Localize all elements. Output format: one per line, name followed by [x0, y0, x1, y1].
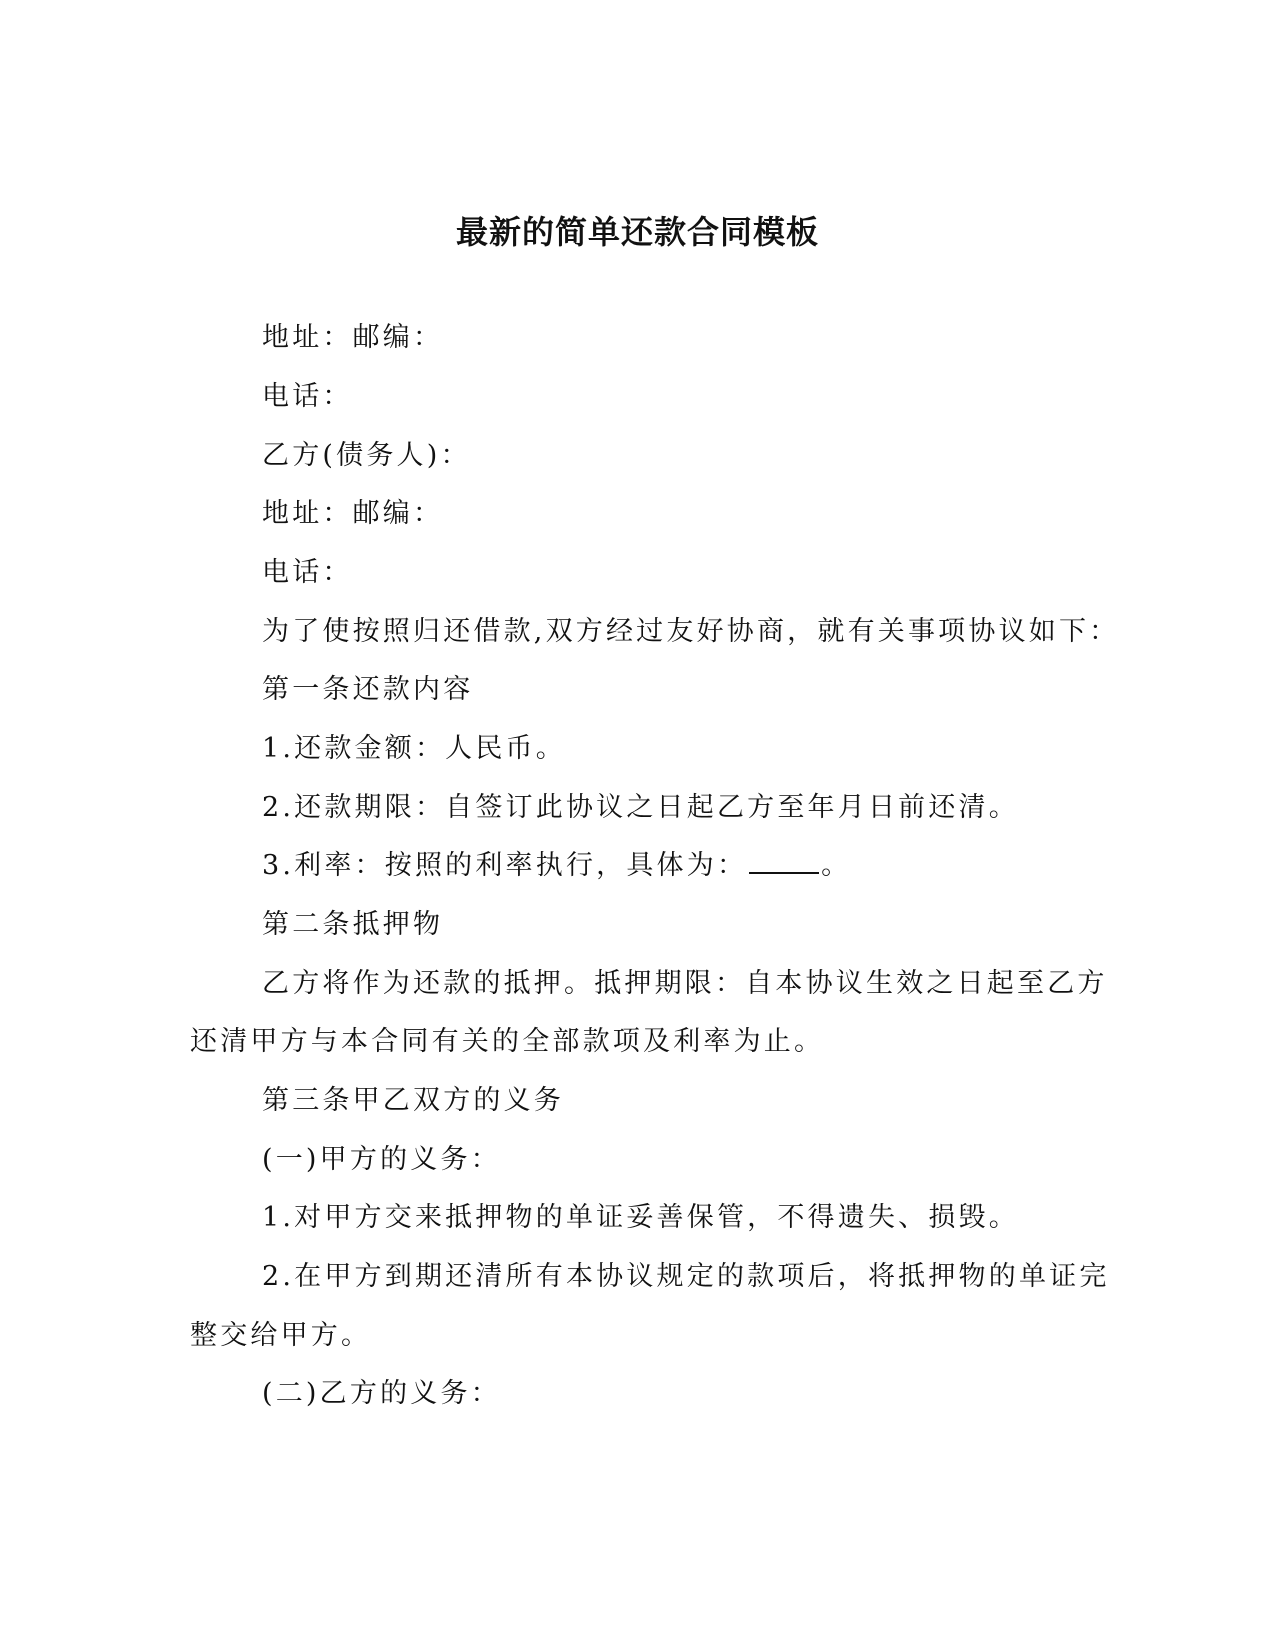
document-title: 最新的简单还款合同模板	[455, 213, 819, 251]
repayment-term-clause: 2.还款期限：自签订此协议之日起乙方至年月日前还清。	[262, 792, 1019, 823]
party-a-address-line: 地址：邮编：	[262, 322, 444, 353]
interest-rate-clause	[262, 846, 851, 886]
collateral-paragraph-line-1: 乙方将作为还款的抵押。抵押期限：自本协议生效之日起至乙方	[262, 968, 1108, 999]
obligation-a1-clause: 1.对甲方交来抵押物的单证妥善保管，不得遗失、损毁。	[262, 1202, 1019, 1233]
collateral-paragraph-line-2: 还清甲方与本合同有关的全部款项及利率为止。	[190, 1026, 825, 1057]
interest-rate-blank	[749, 846, 819, 874]
party-b-line: 乙方(债务人)：	[262, 440, 471, 471]
party-b-address-line: 地址：邮编：	[262, 498, 444, 529]
interest-rate-text: 3.利率：按照的利率执行，具体为：	[262, 850, 748, 881]
repayment-amount-clause: 1.还款金额：人民币。	[262, 733, 566, 764]
preamble-paragraph: 为了使按照归还借款,双方经过友好协商，就有关事项协议如下：	[262, 616, 1120, 647]
interest-rate-end: 。	[821, 850, 852, 881]
article-one-heading: 第一条还款内容	[262, 674, 474, 705]
party-b-phone-line: 电话：	[262, 557, 353, 588]
party-a-phone-line: 电话：	[262, 381, 353, 412]
article-two-heading: 第二条抵押物	[262, 909, 444, 940]
article-three-heading: 第三条甲乙双方的义务	[262, 1085, 564, 1116]
obligation-a2-line-1: 2.在甲方到期还清所有本协议规定的款项后，将抵押物的单证完	[262, 1261, 1110, 1292]
party-a-obligations-heading: (一)甲方的义务：	[262, 1144, 501, 1175]
party-b-obligations-heading: (二)乙方的义务：	[262, 1378, 501, 1409]
obligation-a2-line-2: 整交给甲方。	[190, 1320, 372, 1351]
